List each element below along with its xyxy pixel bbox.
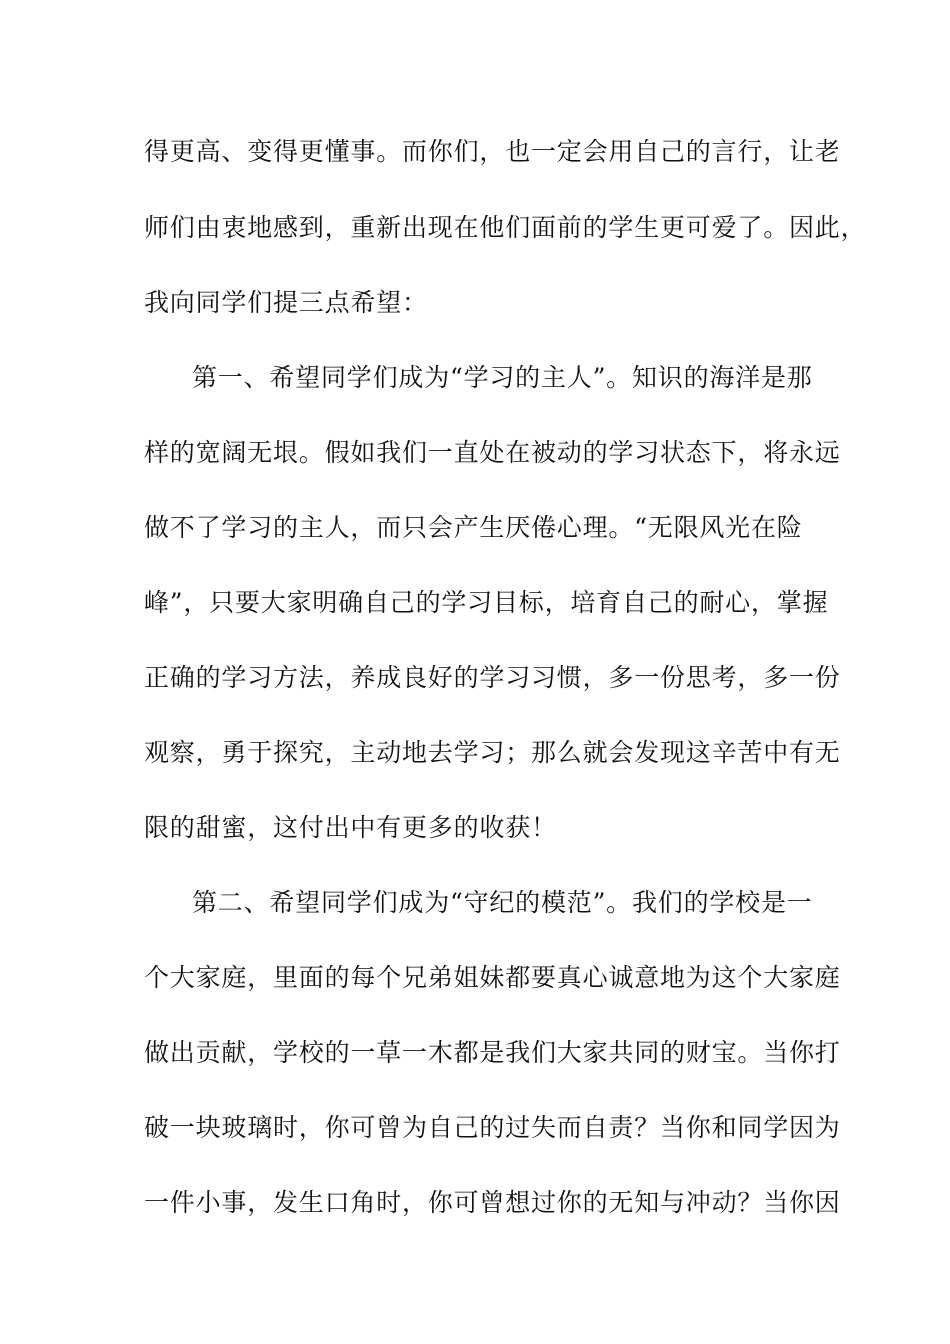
text-line: 一件小事，发生口角时，你可曾想过你的无知与冲动？当你因: [144, 1188, 841, 1217]
text-line: 我向同学们提三点希望：: [144, 288, 428, 317]
text-line: 得更高、变得更懂事。而你们，也一定会用自己的言行，让老: [144, 137, 841, 166]
text-line: 破一块玻璃时，你可曾为自己的过失而自责？当你和同学因为: [144, 1113, 841, 1142]
text-line: 观察，勇于探究，主动地去学习；那么就会发现这辛苦中有无: [144, 738, 841, 767]
paragraph-start-line: 第二、希望同学们成为“守纪的模范”。我们的学校是一: [192, 888, 813, 917]
text-line: 限的甜蜜，这付出中有更多的收获！: [144, 813, 557, 842]
text-line: 师们由衷地感到，重新出现在他们面前的学生更可爱了。因此，: [144, 213, 867, 242]
text-line: 正确的学习方法，养成良好的学习习惯，多一份思考，多一份: [144, 663, 841, 692]
text-line: 个大家庭，里面的每个兄弟姐妹都要真心诚意地为这个大家庭: [144, 963, 841, 992]
text-line: 做不了学习的主人，而只会产生厌倦心理。“无限风光在险: [144, 513, 803, 542]
text-line: 峰”，只要大家明确自己的学习目标，培育自己的耐心，掌握: [144, 588, 829, 617]
text-line: 做出贡献，学校的一草一木都是我们大家共同的财宝。当你打: [144, 1038, 841, 1067]
paragraph-start-line: 第一、希望同学们成为“学习的主人”。知识的海洋是那: [192, 363, 813, 392]
text-line: 样的宽阔无垠。假如我们一直处在被动的学习状态下，将永远: [144, 438, 841, 467]
